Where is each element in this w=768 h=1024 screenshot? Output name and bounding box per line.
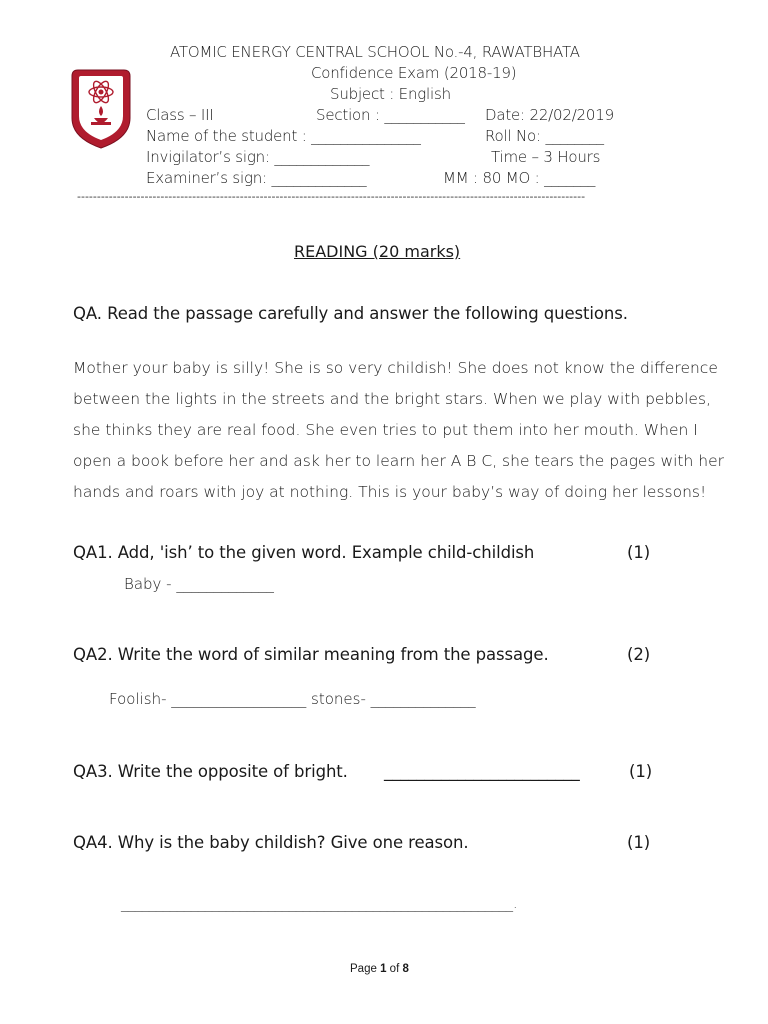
date-label: Date: 22/02/2019	[485, 106, 614, 124]
question-qa1: QA1. Add, 'ish’ to the given word. Example child-childish	[73, 543, 535, 562]
header-divider: --------------------------------------------------------------------------------------------------------------------------------	[77, 190, 586, 203]
question-qa4: QA4. Why is the baby childish? Give one reason.	[73, 833, 469, 852]
student-name-field: Name of the student : _______________	[146, 127, 421, 145]
passage-line: she thinks they are real food. She even tries to put them into her mouth. When I	[73, 421, 698, 439]
passage	[73, 353, 724, 508]
roll-no-field: Roll No: ________	[485, 127, 604, 145]
qa2-answer-blanks[interactable]: Foolish- __________________ stones- ______________	[109, 690, 476, 708]
passage-line: Mother your baby is silly! She is so very childish! She does not know the difference	[73, 359, 718, 377]
instruction: QA. Read the passage carefully and answer the following questions.	[73, 304, 628, 323]
page-total: 8	[402, 963, 409, 975]
qa3-answer-blank[interactable]: ________________________	[384, 762, 580, 781]
time-label: Time – 3 Hours	[491, 148, 601, 166]
invigilator-sign-field: Invigilator’s sign: _____________	[146, 148, 370, 166]
passage-line: between the lights in the streets and the bright stars. When we play with pebbles,	[73, 390, 711, 408]
school-name: ATOMIC ENERGY CENTRAL SCHOOL No.-4, RAWATBHATA	[170, 43, 580, 61]
qa4-answer-blank[interactable]: ________________________________________________________.	[121, 896, 518, 912]
qa4-marks: (1)	[627, 833, 651, 852]
qa1-answer-blank[interactable]: Baby - _____________	[124, 575, 274, 593]
section-title: READING (20 marks)	[294, 242, 461, 261]
question-qa3: QA3. Write the opposite of bright.	[73, 762, 348, 781]
examiner-sign-field: Examiner’s sign: _____________	[146, 169, 367, 187]
class-label: Class – III	[146, 106, 214, 124]
qa3-marks: (1)	[629, 762, 653, 781]
page-word: Page	[350, 963, 377, 975]
passage-line: open a book before her and ask her to learn her A B C, she tears the pages with her	[73, 452, 724, 470]
qa2-marks: (2)	[627, 645, 651, 664]
page-number: 1	[380, 963, 387, 975]
subject-label: Subject : English	[330, 85, 451, 103]
of-word: of	[389, 963, 400, 975]
section-field: Section : ___________	[316, 106, 465, 124]
question-qa2: QA2. Write the word of similar meaning from the passage.	[73, 645, 549, 664]
page-indicator	[350, 963, 409, 975]
marks-label: MM : 80 MO : _______	[443, 169, 596, 187]
passage-line: hands and roars with joy at nothing. This is your baby’s way of doing her lessons!	[73, 483, 707, 501]
qa1-marks: (1)	[627, 543, 651, 562]
exam-name: Confidence Exam (2018-19)	[311, 64, 517, 82]
school-emblem-logo	[66, 66, 136, 150]
